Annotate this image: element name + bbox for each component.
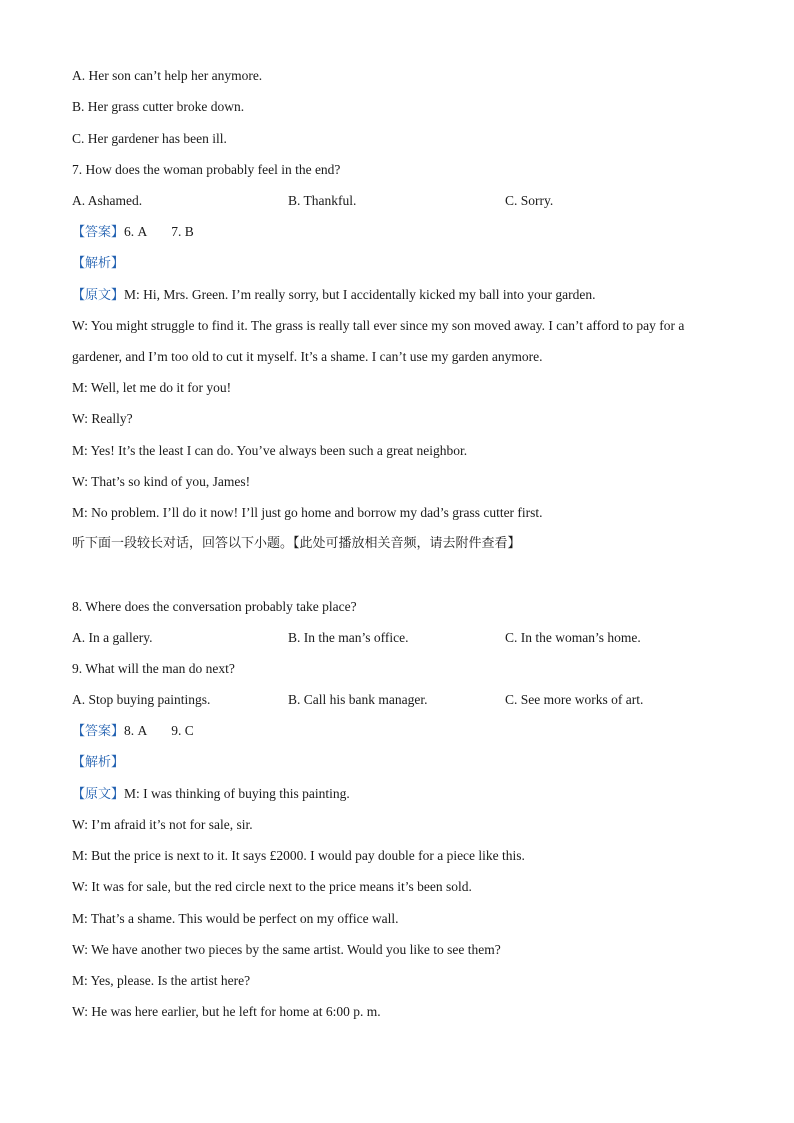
transcript-line: W: We have another two pieces by the same artist. Would you like to see them? — [72, 942, 501, 957]
q7-option-a: A. Ashamed. — [72, 193, 143, 208]
transcript-line: M: No problem. I’ll do it now! I’ll just go home and borrow my dad’s grass cutter first. — [72, 505, 543, 520]
transcript-text: M: Hi, Mrs. Green. I’m really sorry, but I accidentally kicked my ball into your garden. — [124, 287, 596, 302]
transcript-line: gardener, and I’m too old to cut it myself. It’s a shame. I can’t use my garden anymore. — [72, 349, 543, 364]
answer-6: 6. A — [124, 224, 148, 239]
q6-option-a: A. Her son can’t help her anymore. — [72, 68, 263, 83]
transcript-text: M: I was thinking of buying this painting. — [124, 786, 350, 801]
transcript-line: W: Really? — [72, 411, 133, 426]
answer-9: 9. C — [171, 723, 194, 738]
listening-instruction: 听下面一段较长对话，回答以下小题。【此处可播放相关音频，请去附件查看】 — [72, 536, 521, 551]
transcript-tag: 【原文】 — [72, 787, 125, 802]
transcript-line — [72, 285, 596, 306]
answer-7: 7. B — [171, 224, 194, 239]
q9-option-a: A. Stop buying paintings. — [72, 692, 211, 707]
q7-option-c: C. Sorry. — [505, 193, 554, 208]
transcript-line: M: That’s a shame. This would be perfect on my office wall. — [72, 911, 399, 926]
transcript-line: W: That’s so kind of you, James! — [72, 474, 251, 489]
transcript-line — [72, 784, 350, 805]
q6-option-c: C. Her gardener has been ill. — [72, 131, 227, 146]
answer-tag: 【答案】 — [72, 724, 125, 739]
transcript-tag: 【原文】 — [72, 288, 125, 303]
q9-option-c: C. See more works of art. — [505, 692, 644, 707]
q6-option-b: B. Her grass cutter broke down. — [72, 99, 245, 114]
answer-line-1 — [72, 222, 194, 243]
q8-option-a: A. In a gallery. — [72, 630, 153, 645]
q7-question: 7. How does the woman probably feel in the end? — [72, 162, 341, 177]
q8-option-b: B. In the man’s office. — [288, 630, 409, 645]
q7-option-b: B. Thankful. — [288, 193, 357, 208]
q8-option-c: C. In the woman’s home. — [505, 630, 641, 645]
transcript-line: W: I’m afraid it’s not for sale, sir. — [72, 817, 253, 832]
transcript-line: M: Well, let me do it for you! — [72, 380, 232, 395]
transcript-line: M: Yes! It’s the least I can do. You’ve always been such a great neighbor. — [72, 443, 468, 458]
answer-8: 8. A — [124, 723, 148, 738]
answer-line-2 — [72, 721, 194, 742]
answer-tag: 【答案】 — [72, 225, 125, 240]
transcript-line: W: You might struggle to find it. The grass is really tall ever since my son moved away. I can’t afford to pay for a — [72, 318, 685, 333]
q9-question: 9. What will the man do next? — [72, 661, 235, 676]
transcript-line: W: He was here earlier, but he left for home at 6:00 p. m. — [72, 1004, 381, 1019]
q9-option-b: B. Call his bank manager. — [288, 692, 428, 707]
transcript-line: M: Yes, please. Is the artist here? — [72, 973, 251, 988]
q8-question: 8. Where does the conversation probably take place? — [72, 599, 357, 614]
analysis-tag-2: 【解析】 — [72, 755, 125, 770]
transcript-line: M: But the price is next to it. It says £2000. I would pay double for a piece like this. — [72, 848, 525, 863]
transcript-line: W: It was for sale, but the red circle next to the price means it’s been sold. — [72, 879, 472, 894]
analysis-tag-1: 【解析】 — [72, 256, 125, 271]
